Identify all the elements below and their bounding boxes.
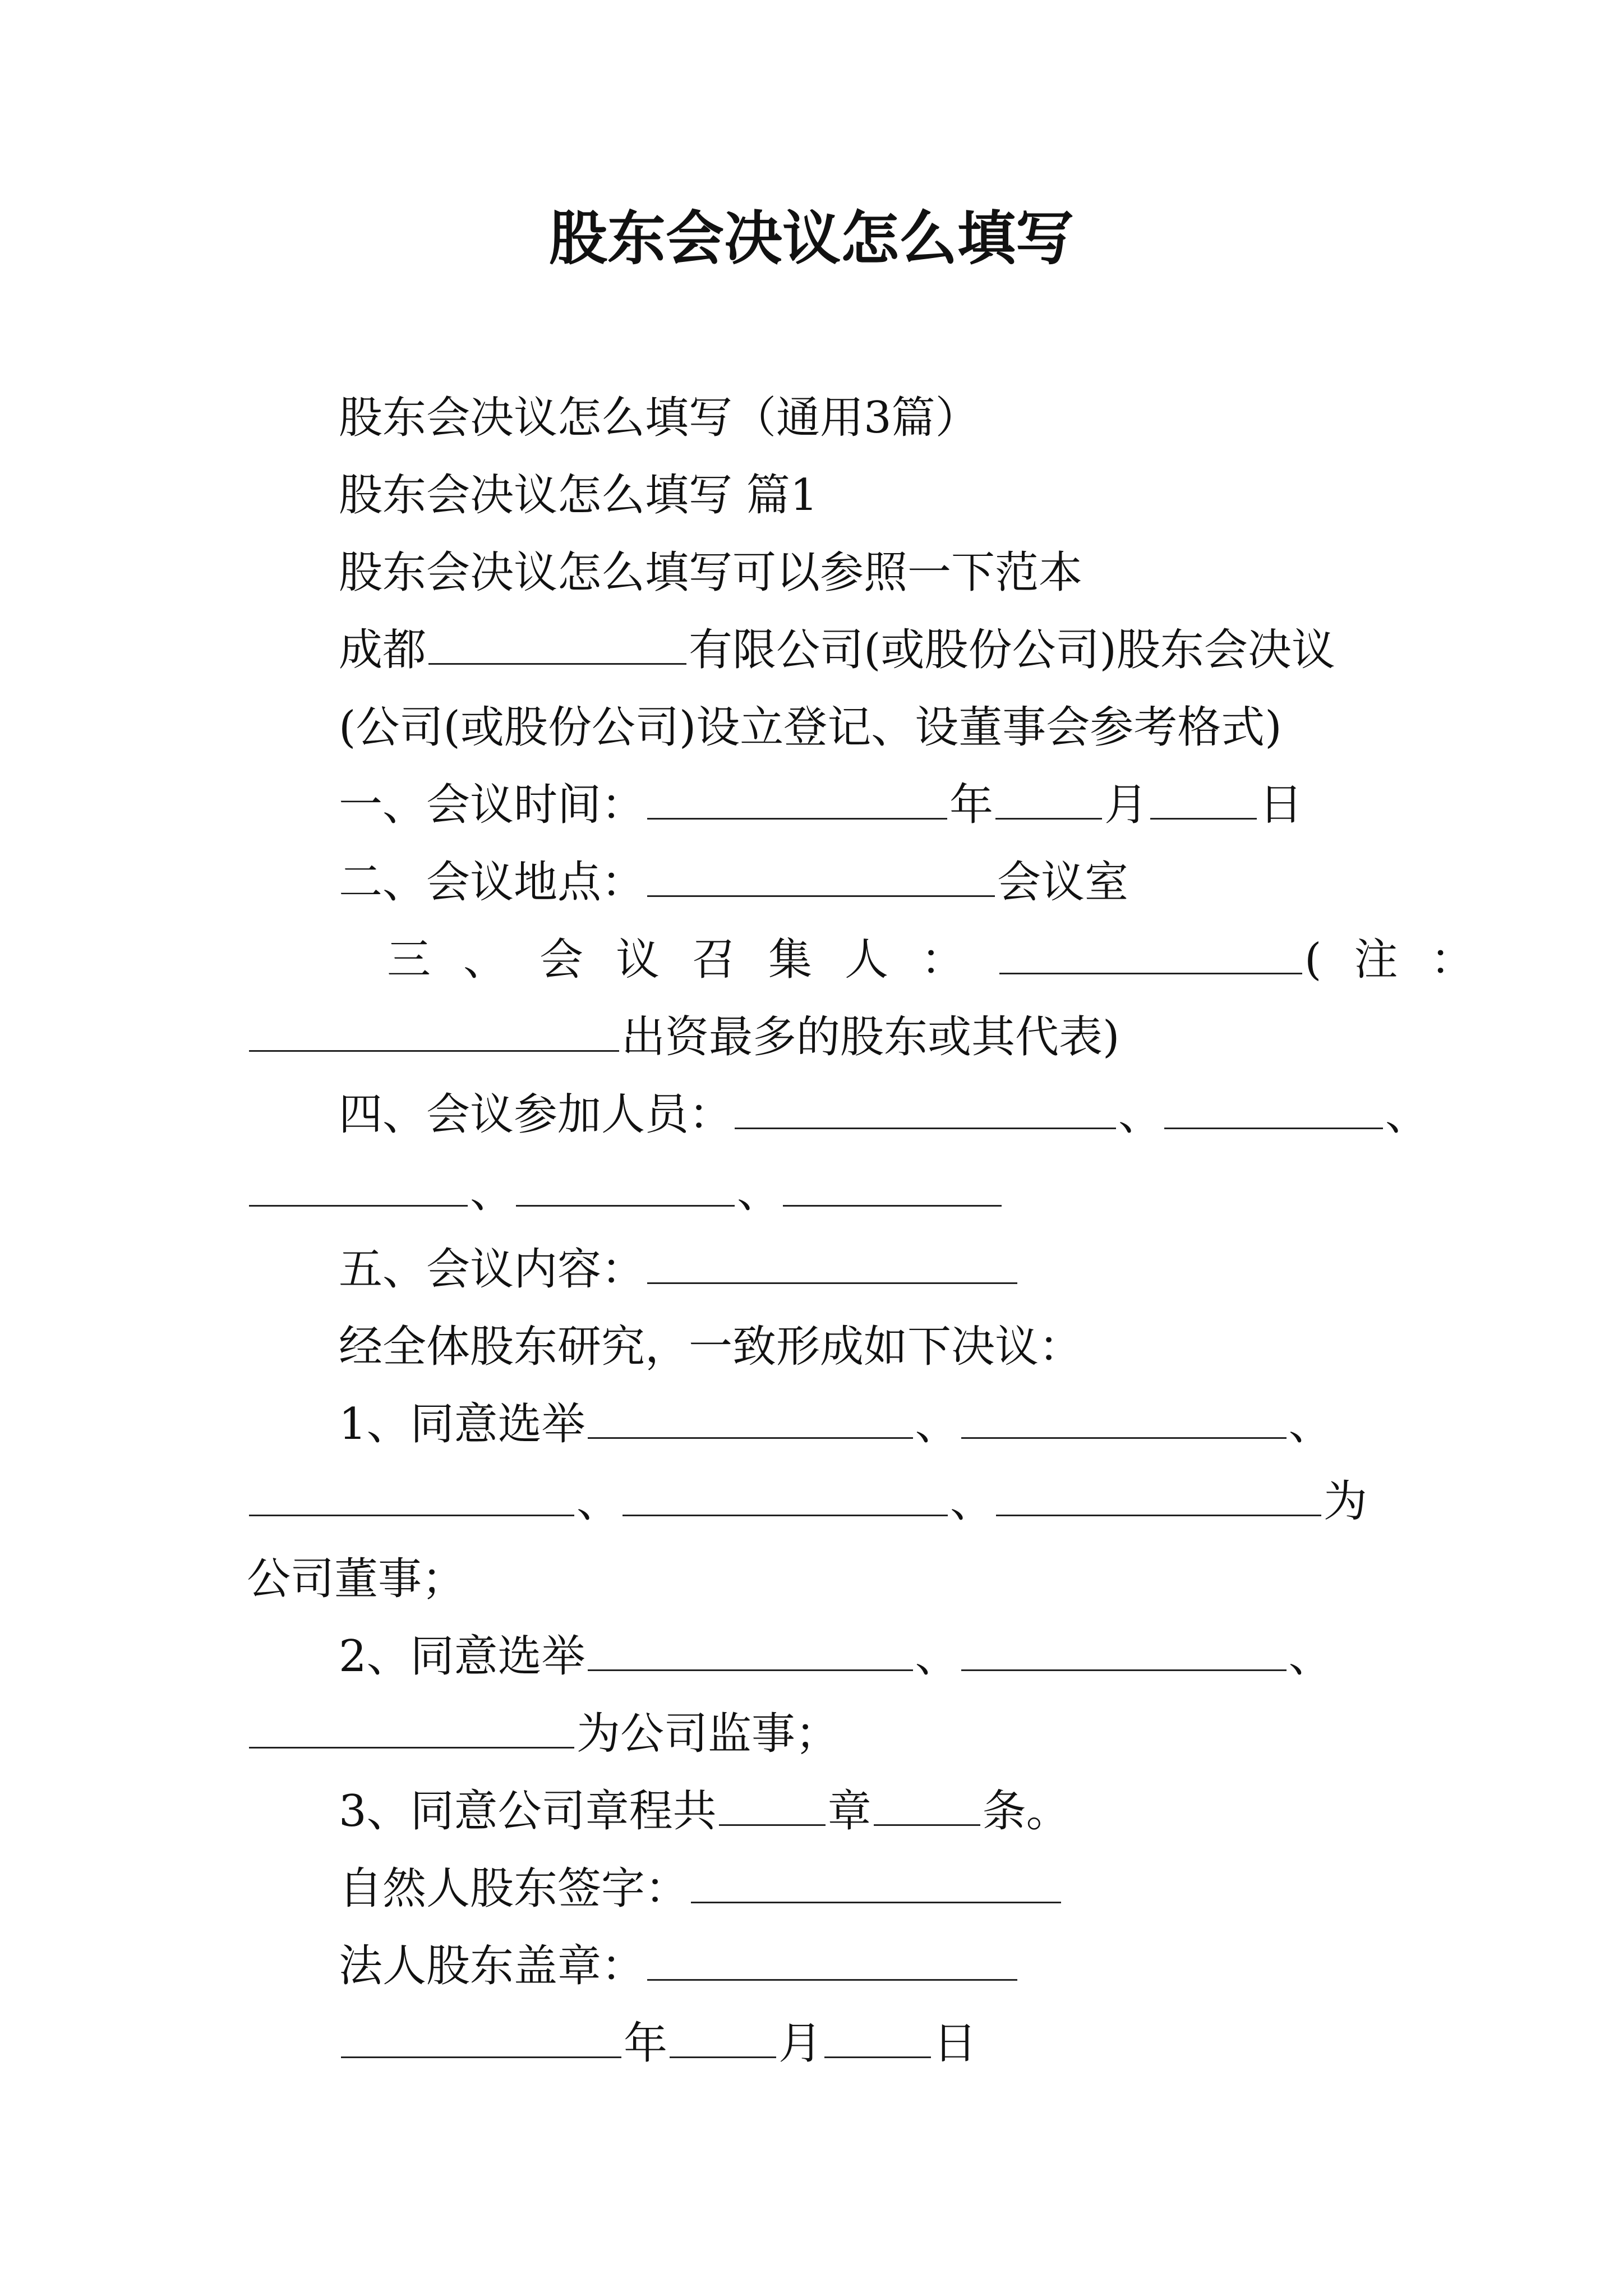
subtitle-line: 股东会决议怎么填写（通用3篇） (339, 393, 979, 443)
place-blank[interactable] (647, 852, 995, 897)
natural-sign-blank[interactable] (691, 1858, 1061, 1903)
note-open: (注： (1304, 935, 1507, 985)
year-label: 年 (624, 2018, 668, 2069)
separator: 、 (1288, 1399, 1332, 1450)
purpose-line: (公司(或股份公司)设立登记、设董事会参考格式) (339, 702, 1282, 753)
supervisor-blank-3[interactable] (249, 1703, 574, 1749)
time-label: 一、会议时间： (339, 780, 645, 830)
date-line (339, 2013, 977, 2074)
resolution-item-1 (339, 1393, 1332, 1455)
convener-note: 出资最多的股东或其代表) (621, 1012, 1120, 1062)
resolution-item-2-cont (247, 1703, 839, 1765)
legal-seal-blank[interactable] (647, 1935, 1017, 1981)
legal-person-seal-line (339, 1935, 1020, 1997)
meeting-content-line (339, 1239, 1020, 1300)
month-label: 月 (778, 2018, 823, 2069)
attendee-blank-2[interactable] (1164, 1084, 1383, 1129)
legal-seal-label: 法人股东盖章： (339, 1941, 645, 1991)
date-year-blank[interactable] (341, 2013, 621, 2058)
item3-chapter: 章 (827, 1786, 872, 1837)
date-month-blank[interactable] (670, 2013, 776, 2058)
date-day-blank[interactable] (824, 2013, 931, 2058)
content-label: 五、会议内容： (339, 1244, 645, 1295)
meeting-time-line (339, 774, 1303, 836)
resolution-item-1-end: 公司董事； (247, 1554, 466, 1604)
attendees-line (339, 1084, 1429, 1145)
separator: 、 (737, 1167, 781, 1217)
intro-line: 股东会决议怎么填写可以参照一下范本 (339, 547, 1083, 598)
director-blank-4[interactable] (623, 1471, 948, 1516)
attendees-line-2 (247, 1161, 1004, 1223)
company-suffix: 有限公司(或股份公司)股东会决议 (689, 625, 1335, 675)
place-label: 二、会议地点： (339, 857, 645, 908)
year-label: 年 (949, 780, 994, 830)
place-suffix: 会议室 (997, 857, 1129, 908)
supervisor-blank-1[interactable] (588, 1626, 913, 1671)
director-blank-3[interactable] (249, 1471, 574, 1516)
separator: 、 (577, 1476, 621, 1527)
content-blank[interactable] (647, 1239, 1017, 1284)
separator: 、 (915, 1399, 959, 1450)
separator: 、 (1118, 1089, 1163, 1140)
attendee-blank-1[interactable] (735, 1084, 1116, 1129)
item1-label: 1、同意选举 (339, 1399, 585, 1450)
day-label: 日 (1259, 780, 1303, 830)
item3-article: 条。 (982, 1786, 1070, 1837)
company-name-blank[interactable] (428, 619, 686, 665)
time-day-blank[interactable] (1150, 774, 1257, 820)
company-prefix: 成都 (339, 625, 427, 675)
convener-line (387, 929, 1506, 991)
item1-suffix: 为 (1324, 1476, 1368, 1527)
convener-note-line (247, 1006, 1119, 1068)
item3-prefix: 3、同意公司章程共 (339, 1786, 717, 1837)
page-title: 股东会决议怎么填写 (548, 204, 1074, 273)
item2-label: 2、同意选举 (339, 1631, 585, 1682)
resolution-item-2 (339, 1626, 1332, 1687)
resolution-item-3 (339, 1780, 1070, 1842)
attendees-label: 四、会议参加人员： (339, 1089, 733, 1140)
convener-blank[interactable] (999, 929, 1302, 974)
part-heading: 股东会决议怎么填写 篇1 (339, 470, 818, 521)
item2-suffix: 为公司监事； (577, 1709, 840, 1759)
director-blank-2[interactable] (961, 1393, 1287, 1439)
director-blank-1[interactable] (588, 1393, 913, 1439)
separator: 、 (470, 1167, 514, 1217)
separator: 、 (915, 1631, 959, 1682)
time-year-blank[interactable] (647, 774, 947, 820)
supervisor-blank-2[interactable] (961, 1626, 1287, 1671)
natural-sign-label: 自然人股东签字： (339, 1864, 689, 1914)
convener-note-blank[interactable] (249, 1006, 619, 1052)
day-label: 日 (933, 2018, 978, 2069)
resolution-item-1-cont (247, 1471, 1367, 1533)
separator: 、 (1385, 1089, 1430, 1140)
natural-person-sign-line (339, 1858, 1063, 1920)
attendee-blank-4[interactable] (516, 1161, 735, 1207)
meeting-place-line (339, 852, 1128, 913)
time-month-blank[interactable] (995, 774, 1102, 820)
month-label: 月 (1104, 780, 1149, 830)
chapter-count-blank[interactable] (719, 1780, 826, 1826)
separator: 、 (950, 1476, 994, 1527)
company-line (339, 619, 1335, 681)
separator: 、 (1288, 1631, 1332, 1682)
director-blank-5[interactable] (996, 1471, 1321, 1516)
attendee-blank-5[interactable] (783, 1161, 1002, 1207)
resolution-intro: 经全体股东研究，一致形成如下决议： (339, 1322, 1083, 1372)
convener-label: 三、会议召集人： (387, 935, 998, 985)
article-count-blank[interactable] (874, 1780, 980, 1826)
attendee-blank-3[interactable] (249, 1161, 468, 1207)
